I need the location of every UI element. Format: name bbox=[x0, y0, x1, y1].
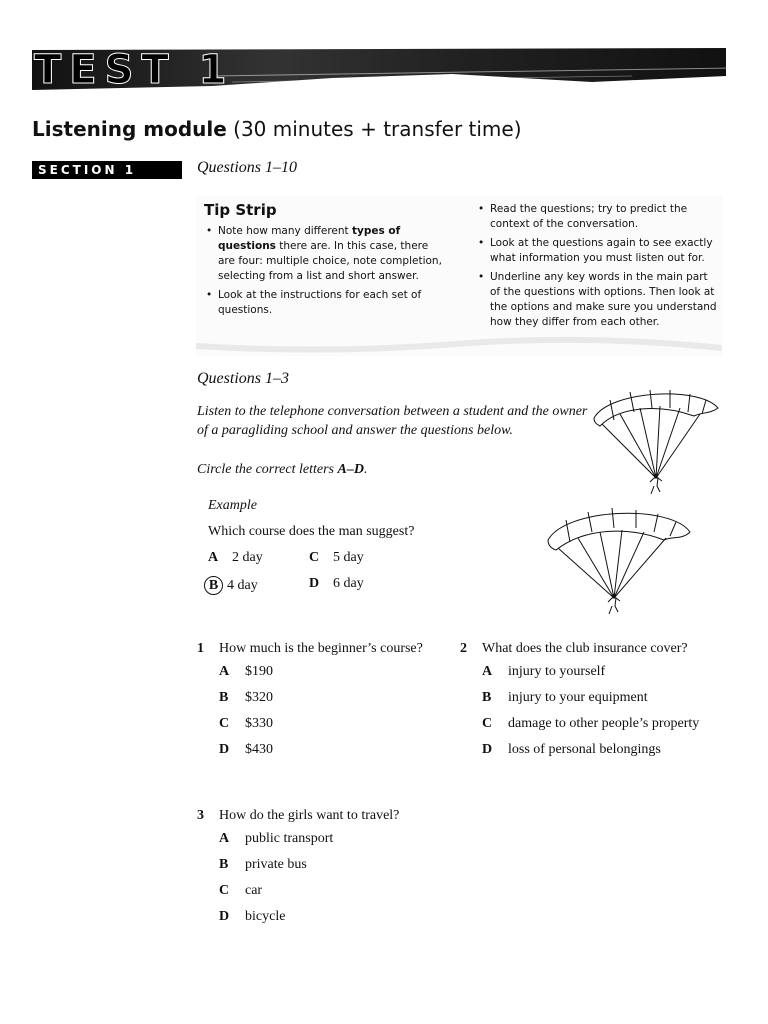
option-letter: D bbox=[219, 742, 230, 757]
option-letter: B bbox=[219, 690, 229, 705]
option-letter: D bbox=[482, 742, 493, 757]
option-letter: C bbox=[309, 550, 320, 565]
option-letter: A bbox=[482, 664, 493, 679]
option-text: 6 day bbox=[333, 576, 364, 591]
tip-item: • Look at the questions again to see exactly what information you must listen out for. bbox=[476, 236, 720, 266]
option-text: loss of personal belongings bbox=[508, 742, 661, 757]
question-1-options bbox=[219, 659, 273, 763]
example-option-c bbox=[309, 550, 364, 566]
tip-text: there are. In this case, there are four: multiple choice, note completion, selecting from a list and short answer. bbox=[218, 240, 442, 282]
question-3-options bbox=[219, 826, 333, 930]
option-text: injury to yourself bbox=[508, 664, 606, 679]
option-text: 2 day bbox=[232, 550, 263, 565]
question-3 bbox=[197, 806, 399, 824]
question-text: What does the club insurance cover? bbox=[482, 641, 688, 656]
list-item bbox=[482, 737, 699, 763]
option-letter: C bbox=[482, 716, 493, 731]
option-text: injury to your equipment bbox=[508, 690, 648, 705]
list-item bbox=[219, 904, 333, 930]
question-number: 2 bbox=[460, 641, 467, 656]
circle-instruction-letters: A–D bbox=[337, 462, 364, 477]
tip-text: Note how many different bbox=[218, 225, 352, 237]
question-2-options bbox=[482, 659, 699, 763]
option-letter: A bbox=[219, 831, 230, 846]
option-letter: D bbox=[219, 909, 230, 924]
circle-instruction-text: Circle the correct letters bbox=[197, 462, 338, 477]
option-text: 4 day bbox=[227, 578, 258, 593]
option-text: public transport bbox=[245, 831, 334, 846]
paraglider-icon bbox=[544, 506, 694, 618]
module-title bbox=[32, 117, 522, 141]
module-title-bold: Listening module bbox=[32, 117, 227, 141]
list-item bbox=[482, 685, 699, 711]
option-letter: C bbox=[219, 716, 230, 731]
questions-instruction: Listen to the telephone conversation between a student and the owner of a paragliding school and answer the questions below. bbox=[197, 404, 588, 438]
option-text: private bus bbox=[245, 857, 307, 872]
option-text: $430 bbox=[245, 742, 273, 757]
tip-bold-text: types of questions bbox=[218, 225, 401, 252]
option-text: $320 bbox=[245, 690, 273, 705]
tip-strip-title: Tip Strip bbox=[204, 201, 277, 219]
example-option-a bbox=[208, 550, 263, 566]
list-item bbox=[219, 852, 333, 878]
option-letter: B bbox=[482, 690, 492, 705]
list-item bbox=[219, 737, 273, 763]
module-title-rest: (30 minutes + transfer time) bbox=[226, 117, 522, 141]
option-letter: C bbox=[219, 883, 230, 898]
option-text: car bbox=[245, 883, 263, 898]
list-item bbox=[482, 659, 699, 685]
tips-left-list bbox=[204, 224, 444, 322]
example-option-d bbox=[309, 576, 364, 592]
option-text: damage to other people’s property bbox=[508, 716, 700, 731]
list-item bbox=[219, 685, 273, 711]
tip-item: • Underline any key words in the main part of the questions with options. Then look at the options and make sure you understand how they differ from each other. bbox=[476, 270, 720, 330]
section-badge: SECTION 1 bbox=[32, 161, 182, 179]
option-text: 5 day bbox=[333, 550, 364, 565]
tip-text: Look at the instructions for each set of questions. bbox=[218, 289, 422, 316]
example-question: Which course does the man suggest? bbox=[208, 524, 415, 539]
option-letter: B bbox=[219, 857, 229, 872]
questions-heading: Questions 1–10 bbox=[197, 159, 297, 176]
circle-instruction bbox=[197, 462, 367, 478]
tip-item bbox=[204, 288, 444, 318]
question-1 bbox=[197, 639, 423, 657]
question-number: 3 bbox=[197, 808, 204, 823]
option-letter: A bbox=[208, 550, 219, 565]
circle-instruction-end: . bbox=[363, 462, 368, 477]
question-number: 1 bbox=[197, 641, 204, 656]
list-item bbox=[482, 711, 699, 737]
circled-answer-letter: B bbox=[204, 576, 223, 595]
question-text: How much is the beginner’s course? bbox=[219, 641, 423, 656]
option-text: bicycle bbox=[245, 909, 286, 924]
example-label: Example bbox=[208, 498, 257, 513]
questions-1-3-heading: Questions 1–3 bbox=[197, 370, 289, 387]
list-item bbox=[219, 878, 333, 904]
option-text: $330 bbox=[245, 716, 273, 731]
list-item bbox=[219, 826, 333, 852]
example-option-b bbox=[208, 576, 258, 595]
list-item bbox=[219, 711, 273, 737]
test-title: TEST 1 bbox=[34, 47, 235, 93]
question-2 bbox=[460, 639, 688, 657]
question-text: How do the girls want to travel? bbox=[219, 808, 400, 823]
option-letter: A bbox=[219, 664, 230, 679]
tips-right-list bbox=[476, 202, 720, 334]
paraglider-icon bbox=[590, 386, 722, 504]
option-letter: D bbox=[309, 576, 320, 591]
tip-item bbox=[204, 224, 444, 284]
option-text: $190 bbox=[245, 664, 273, 679]
tip-item: • Read the questions; try to predict the context of the conversation. bbox=[476, 202, 720, 232]
list-item bbox=[219, 659, 273, 685]
